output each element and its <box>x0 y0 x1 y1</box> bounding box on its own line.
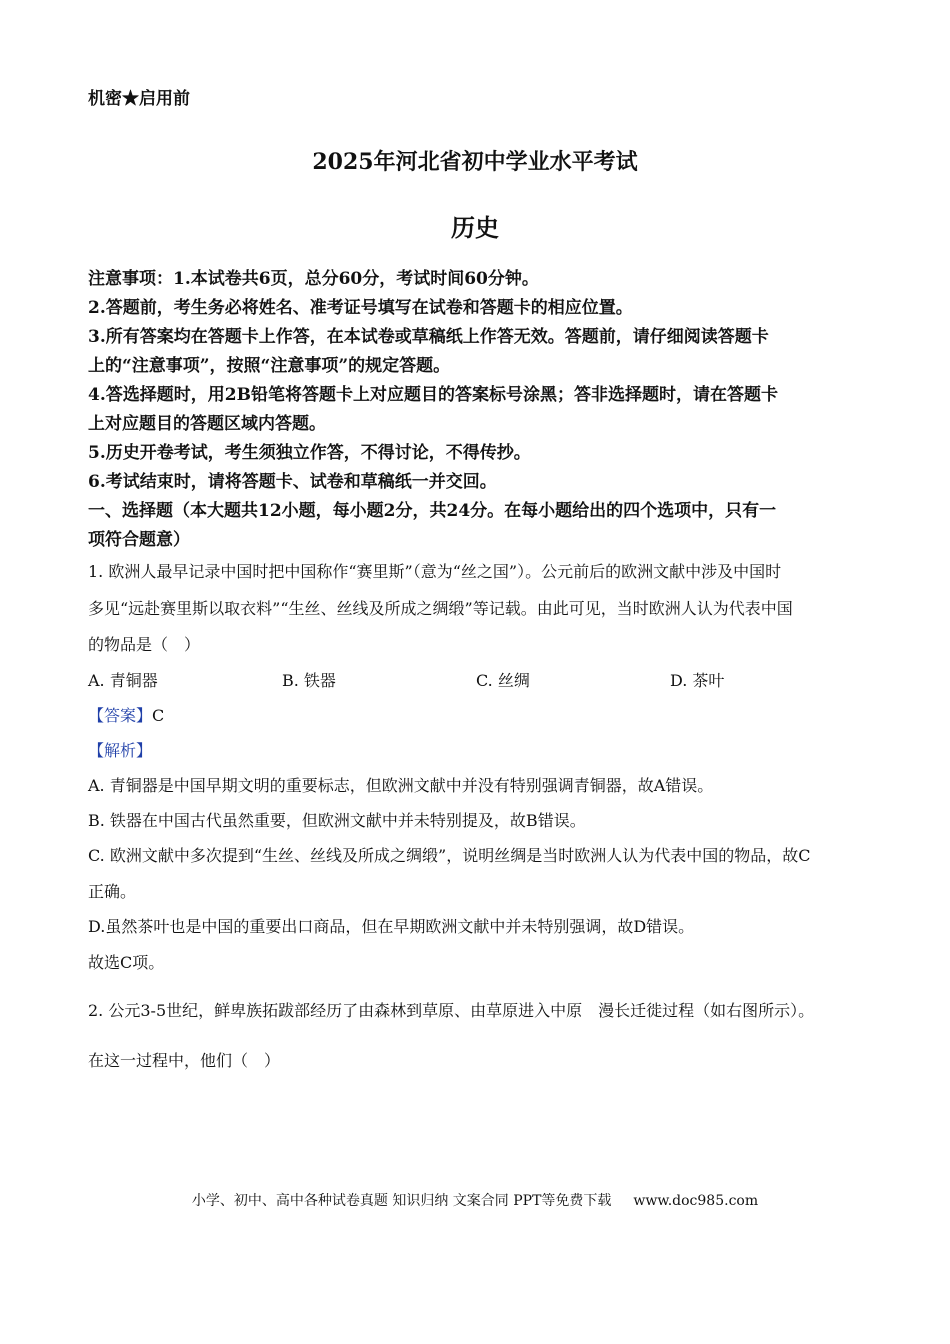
exam-title: 2025年河北省初中学业水平考试 <box>312 149 638 175</box>
option-b: B. 铁器 <box>282 671 336 690</box>
analysis-line: A. 青铜器是中国早期文明的重要标志，但欧洲文献中并没有特别强调青铜器，故A错误。 <box>88 776 714 795</box>
analysis-line: B. 铁器在中国古代虽然重要，但欧洲文献中并未特别提及，故B错误。 <box>88 811 586 830</box>
notice-line: 上的“注意事项”，按照“注意事项”的规定答题。 <box>88 356 451 376</box>
option-a: A. 青铜器 <box>88 671 158 690</box>
answer-line <box>88 705 164 727</box>
footer-text: 小学、初中、高中各种试卷真题 知识归纳 文案合同 PPT等免费下载 <box>191 1193 612 1209</box>
notice-line: 5.历史开卷考试，考生须独立作答，不得讨论，不得传抄。 <box>88 443 531 463</box>
confidential-label: 机密★启用前 <box>88 89 190 109</box>
analysis-label: 【解析】 <box>88 741 153 760</box>
notice-line: 上对应题目的答题区域内答题。 <box>88 414 326 434</box>
question-stem-line: 在这一过程中，他们（ ） <box>88 1051 281 1070</box>
subject-title: 历史 <box>451 213 499 242</box>
analysis-line: 故选C项。 <box>88 953 165 972</box>
notice-line: 4.答选择题时，用2B铅笔将答题卡上对应题目的答案标号涂黑；答非选择题时，请在答题卡 <box>88 385 778 405</box>
page-footer <box>0 1191 950 1211</box>
notice-line: 3.所有答案均在答题卡上作答，在本试卷或草稿纸上作答无效。答题前，请仔细阅读答题卡 <box>88 327 769 347</box>
question-stem-line: 的物品是（ ） <box>88 635 201 654</box>
question-stem-line: 2. 公元3-5世纪，鲜卑族拓跋部经历了由森林到草原、由草原进入中原 漫长迁徙过程（如右图所示）。 <box>88 1001 815 1020</box>
analysis-line: D.虽然茶叶也是中国的重要出口商品，但在早期欧洲文献中并未特别强调，故D错误。 <box>88 917 695 936</box>
section-heading-line: 一、选择题（本大题共12小题，每小题2分，共24分。在每小题给出的四个选项中，只有一 <box>88 501 777 521</box>
question-stem-line: 1. 欧洲人最早记录中国时把中国称作“赛里斯”（意为“丝之国”）。公元前后的欧洲文献中涉及中国时 <box>88 562 782 581</box>
answer-value: C <box>152 706 165 725</box>
notice-line: 2.答题前，考生务必将姓名、准考证号填写在试卷和答题卡的相应位置。 <box>88 298 633 318</box>
question-stem-line: 多见“远赴赛里斯以取衣料”“生丝、丝线及所成之绸缎”等记载。由此可见，当时欧洲人认为代表中国 <box>88 599 793 618</box>
notice-line: 6.考试结束时，请将答题卡、试卷和草稿纸一并交回。 <box>88 472 497 492</box>
notice-line: 注意事项：1.本试卷共6页，总分60分，考试时间60分钟。 <box>88 269 539 289</box>
analysis-line: 正确。 <box>88 882 137 901</box>
option-d: D. 茶叶 <box>670 671 725 690</box>
analysis-line: C. 欧洲文献中多次提到“生丝、丝线及所成之绸缎”，说明丝绸是当时欧洲人认为代表中国的物品，故C <box>88 846 811 865</box>
answer-label: 【答案】 <box>88 706 153 725</box>
section-heading-line: 项符合题意） <box>88 530 190 550</box>
option-c: C. 丝绸 <box>476 671 530 690</box>
footer-url[interactable]: www.doc985.com <box>633 1193 759 1209</box>
